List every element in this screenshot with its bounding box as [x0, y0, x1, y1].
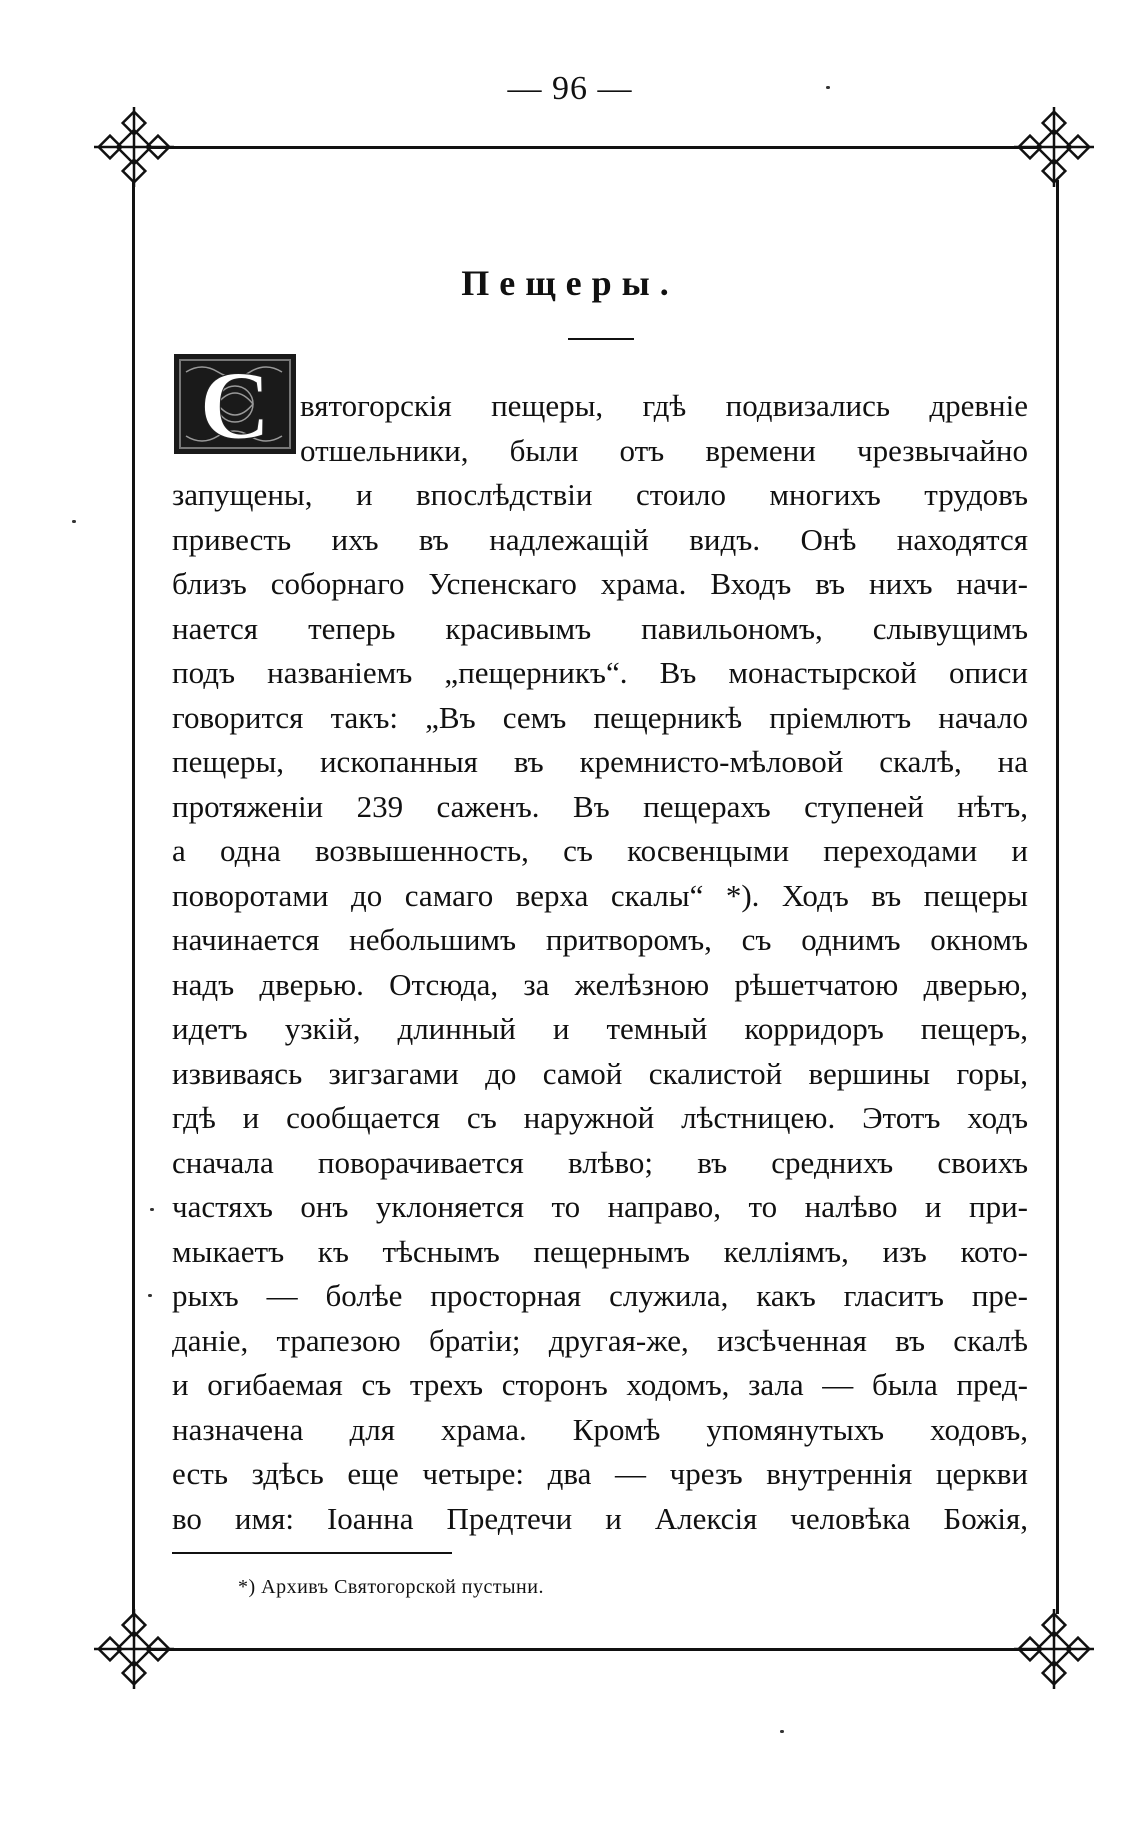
text-line: и огибаемая съ трехъ сторонъ ходомъ, зала — была пред- — [172, 1367, 1028, 1402]
text-line: отшельники, были отъ времени чрезвычайно — [300, 432, 1028, 468]
scan-speck — [148, 1294, 152, 1297]
page-number: — 96 — — [507, 70, 633, 107]
scan-speck — [150, 1208, 154, 1211]
text-line: мыкаетъ къ тѣснымъ пещернымъ келліямъ, изъ кото- — [172, 1233, 1028, 1269]
corner-ornament-icon — [1012, 1607, 1096, 1691]
text-line: вятогорскія пещеры, гдѣ подвизались древніе — [300, 388, 1028, 423]
text-line: даніе, трапезою братіи; другая-же, изсѣченная въ скалѣ — [172, 1322, 1028, 1358]
text-line: а одна возвышенность, съ косвенцыми переходами и — [172, 833, 1028, 868]
body-text — [172, 384, 1028, 1541]
corner-ornament-icon — [1012, 105, 1096, 189]
frame-bottom-rule — [150, 1648, 1040, 1651]
scan-speck — [72, 520, 76, 523]
text-line: сначала поворачивается влѣво; въ среднихъ своихъ — [172, 1144, 1028, 1180]
text-line: частяхъ онъ уклоняется то направо, то налѣво и при- — [172, 1189, 1028, 1224]
text-line: протяженіи 239 саженъ. Въ пещерахъ ступеней нѣтъ, — [172, 788, 1028, 824]
text-line: говорится такъ: „Въ семъ пещерникѣ пріемлютъ начало — [172, 699, 1028, 735]
text-line: идетъ узкій, длинный и темный корридоръ пещеръ, — [172, 1011, 1028, 1046]
corner-ornament-icon — [92, 105, 176, 189]
text-line: гдѣ и сообщается съ наружной лѣстницею. Этотъ ходъ — [172, 1100, 1028, 1135]
text-line: пещеры, ископанныя въ кремнисто-мѣловой скалѣ, на — [172, 744, 1028, 779]
scan-speck — [826, 86, 830, 89]
text-line: надъ дверью. Отсюда, за желѣзною рѣшетчатою дверью, — [172, 966, 1028, 1002]
text-line: есть здѣсь еще четыре: два — чрезъ внутреннія церкви — [172, 1456, 1028, 1491]
chapter-title: Пещеры. — [461, 263, 679, 303]
text-line: начинается небольшимъ притворомъ, съ однимъ окномъ — [172, 922, 1028, 957]
frame-left-rule — [132, 180, 135, 1614]
corner-ornament-icon — [92, 1607, 176, 1691]
footnote: *) Архивъ Святогорской пустыни. — [238, 1576, 544, 1598]
text-line: запущены, и впослѣдствіи стоило многихъ трудовъ — [172, 477, 1028, 512]
text-line: рыхъ — болѣе просторная служила, какъ гласитъ пре- — [172, 1278, 1028, 1313]
text-line: близъ соборнаго Успенскаго храма. Входъ въ нихъ начи- — [172, 566, 1028, 601]
text-line: нается теперь красивымъ павильономъ, слывущимъ — [172, 610, 1028, 646]
title-rule — [568, 338, 634, 340]
text-line: поворотами до самаго верха скалы“ *). Ходъ въ пещеры — [172, 877, 1028, 913]
text-line: во имя: Іоанна Предтечи и Алексія человѣка Божія, — [172, 1500, 1028, 1536]
scan-speck — [780, 1730, 784, 1733]
text-line: привесть ихъ въ надлежащій видъ. Онѣ находятся — [172, 521, 1028, 557]
frame-top-rule — [150, 146, 1040, 149]
text-line: подъ названіемъ „пещерникъ“. Въ монастырской описи — [172, 655, 1028, 690]
text-line: извиваясь зигзагами до самой скалистой вершины горы, — [172, 1055, 1028, 1091]
text-line: назначена для храма. Кромѣ упомянутыхъ ходовъ, — [172, 1411, 1028, 1447]
dropcap-letter: С — [199, 352, 271, 456]
frame-right-rule — [1056, 180, 1059, 1614]
footnote-rule — [172, 1552, 452, 1554]
